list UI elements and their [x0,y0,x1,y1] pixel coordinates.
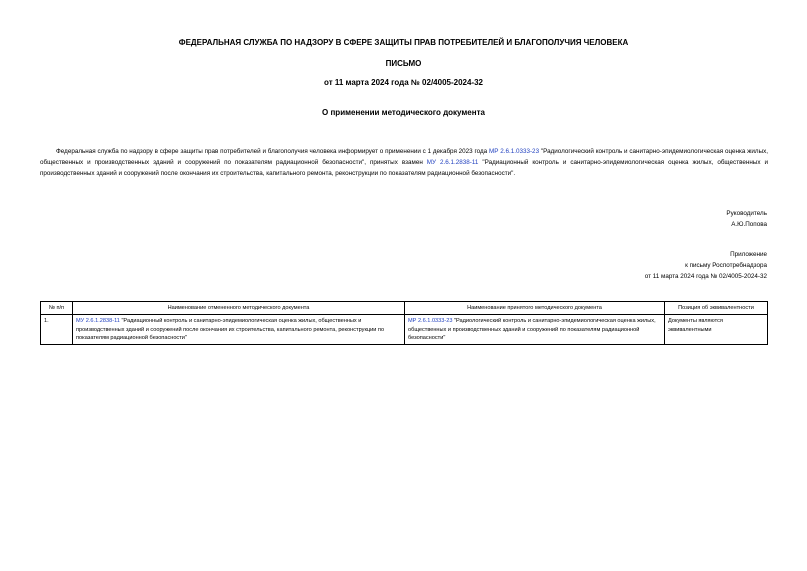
document-subject: О применении методического документа [322,108,485,117]
header-number: № п/п [41,302,73,315]
agency-heading: ФЕДЕРАЛЬНАЯ СЛУЖБА ПО НАДЗОРУ В СФЕРЕ ЗАЩИТЫ ПРАВ ПОТРЕБИТЕЛЕЙ И БЛАГОПОЛУЧИЯ ЧЕЛОВЕКА [178,38,629,47]
signature-name: А.Ю.Попова [731,221,767,228]
appendix-date-number: от 11 марта 2024 года № 02/4005-2024-32 [644,273,767,280]
cancelled-document-title: "Радиационный контроль и санитарно-эпидемиологическая оценка жилых, общественных и производственных зданий и сооружений после окончания их строительства, капитального ремонта, реконструкции по показателям радиационной безопасности" [76,318,385,341]
documents-table [40,301,768,345]
table-header-row [41,302,768,315]
appendix-reference: к письму Роспотребнадзора [685,262,767,269]
signature-block [726,208,767,230]
equivalence-cell: Документы являются эквивалентными [665,315,768,345]
header-cancelled-document: Наименование отмененного методического документа [73,302,405,315]
body-text-3: "Радиационный контроль и санитарно-эпидемиологическая оценка жилых, общественных и производственных зданий и сооружений после окончания их строительства, капитального ремонта, реконструкции по показателям радиационной безопасности". [40,159,768,177]
link-mu-2-6-1-2838-11[interactable]: МУ 2.6.1.2838-11 [426,159,479,166]
body-text-2: "Радиологический контроль и санитарно-эпидемиологическая оценка жилых, общественных и производственных зданий и сооружений по показателям радиационной безопасности", принятых взамен [40,148,769,166]
row-number: 1. [41,315,73,345]
link-mr-2-6-1-0333-23[interactable]: МР 2.6.1.0333-23 [488,148,540,155]
adopted-document-cell [405,315,665,345]
appendix-block [645,249,767,282]
body-text-1: Федеральная служба по надзору в сфере защиты прав потребителей и благополучия человека информирует о применении с 1 декабря 2023 года [56,148,489,155]
signature-title: Руководитель [726,210,767,217]
body-paragraph [40,146,768,179]
cancelled-document-cell [73,315,405,345]
header-equivalence: Позиция об эквивалентности [665,302,768,315]
document-date-number: от 11 марта 2024 года № 02/4005-2024-32 [324,78,483,87]
document-type: ПИСЬМО [385,59,422,68]
table-row [41,315,768,345]
adopted-document-title: "Радиологический контроль и санитарно-эпидемиологическая оценка жилых, общественных и производственных зданий и сооружений по показателям радиационной безопасности" [408,318,656,341]
appendix-title: Приложение [730,251,767,258]
link-mu-2-6-1-2838-11[interactable]: МУ 2.6.1.2838-11 [76,318,120,325]
header-adopted-document: Наименование принятого методического документа [405,302,665,315]
link-mr-2-6-1-0333-23[interactable]: МР 2.6.1.0333-23 [408,318,453,325]
